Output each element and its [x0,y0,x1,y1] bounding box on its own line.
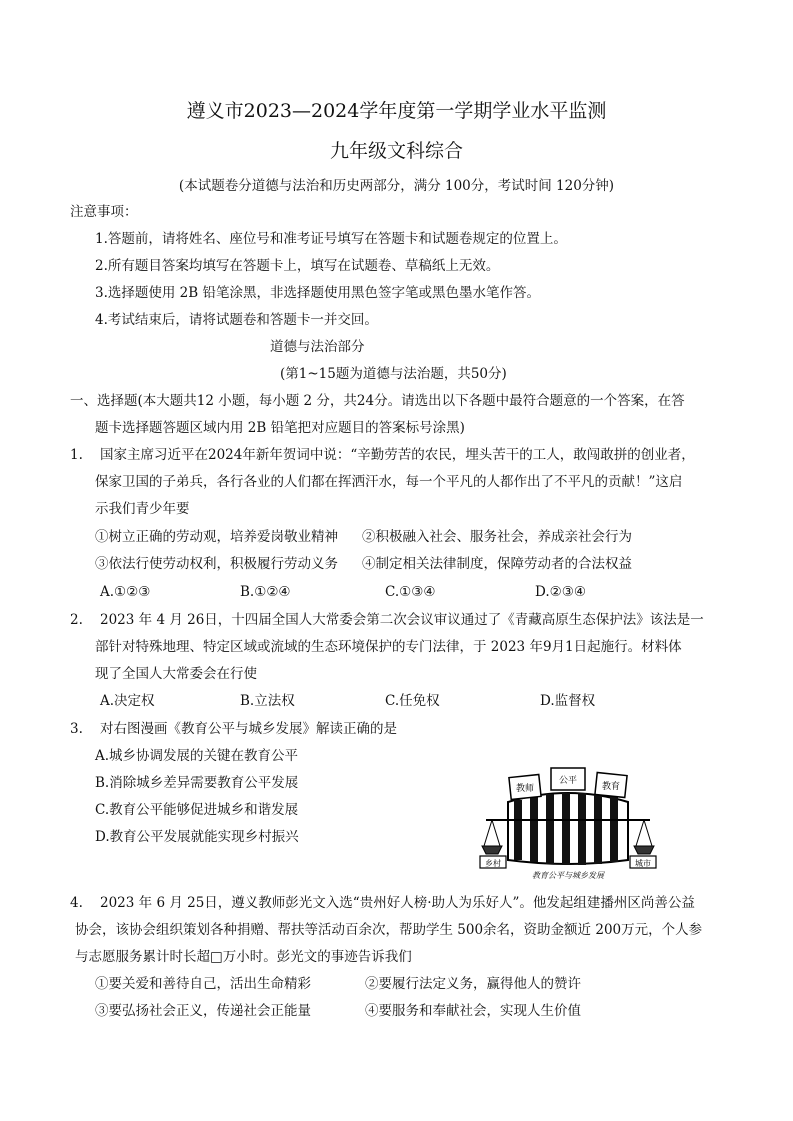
q1-option-b: B.①②④ [240,584,291,600]
exam-note: (本试题卷分道德与法治和历史两部分，满分 100分，考试时间 120分钟) [178,178,615,194]
cartoon-label-teacher: 教师 [515,784,535,794]
q3-option-b: B.消除城乡差异需要教育公平发展 [95,775,299,791]
q1-stem-cont: 示我们青少年要 [95,501,190,517]
q2-stem: 2023 年 4 月 26日，十四届全国人大常委会第二次会议审议通过了《青藏高原生态保护法》该法是一 [100,612,704,628]
exam-title: 遵义市2023—2024学年度第一学期学业水平监测 [186,100,607,122]
cartoon-label-city: 城市 [635,859,651,868]
q2-stem-cont: 现了全国人大常委会在行使 [95,666,257,682]
notice-item: 4.考试结束后，请将试题卷和答题卡一并交回。 [95,312,378,328]
q1-statement: ③依法行使劳动权利，积极履行劳动义务 [95,556,338,572]
section-instruction: 一、选择题(本大题共12 小题，每小题 2 分，共24分。请选出以下各题中最符合题意的一个答案，在答 [70,393,685,409]
exam-subtitle: 九年级文科综合 [329,140,463,162]
q2-option-b: B.立法权 [240,693,295,709]
q3-stem: 对右图漫画《教育公平与城乡发展》解读正确的是 [100,721,397,737]
q1-option-a: A.①②③ [100,584,151,600]
q1-stem: 国家主席习近平在2024年新年贺词中说：“辛勤劳苦的农民，埋头苦干的工人，敢闯敢拼的创业者， [100,447,695,463]
q2-option-a: A.决定权 [100,693,155,709]
q2-stem-cont: 部针对特殊地理、特定区域或流域的生态环境保护的专门法律，于 2023 年9月1日起施行。材料体 [95,639,682,655]
q1-stem-cont: 保家卫国的子弟兵，各行各业的人们都在挥洒汗水，每一个平凡的人都作出了不平凡的贡献！”这启 [95,474,683,490]
q1-statement: ①树立正确的劳动观，培养爱岗敬业精神 [95,529,338,545]
q4-statement: ②要履行法定义务，赢得他人的赞许 [365,976,581,992]
q4-statement: ③要弘扬社会正义，传递社会正能量 [95,1003,311,1019]
q4-stem: 2023 年 6 月 25日，遵义教师彭光文入选“贵州好人榜·助人为乐好人”。他发起组建播州区尚善公益 [100,895,695,911]
q1-number: 1. [70,447,83,463]
notice-item: 2.所有题目答案均填写在答题卡上，填写在试题卷、草稿纸上无效。 [95,258,500,274]
q3-option-d: D.教育公平发展就能实现乡村振兴 [95,829,299,845]
q1-option-c: C.①③④ [385,584,436,600]
q1-option-d: D.②③④ [535,584,586,600]
section-instruction-cont: 题卡选择题答题区域内用 2B 铅笔把对应题目的答案标号涂黑) [95,420,465,436]
q4-stem-cont: 与志愿服务累计时长超□万小时。彭光文的事迹告诉我们 [75,949,412,965]
q3-option-a: A.城乡协调发展的关键在教育公平 [95,748,299,764]
part-title: 道德与法治部分 [270,339,365,355]
cartoon-label-education: 教育 [601,782,621,792]
q4-statement: ④要服务和奉献社会，实现人生价值 [365,1003,581,1019]
q2-option-c: C.任免权 [385,693,440,709]
q4-number: 4. [70,895,83,911]
part-scope: (第1~15题为道德与法治题，共50分) [280,366,507,382]
notice-heading: 注意事项： [70,204,138,220]
cartoon-stripes [508,793,628,865]
q3-number: 3. [70,721,83,737]
cartoon-label-equity: 公平 [558,776,578,786]
q4-statement: ①要关爱和善待自己，活出生命精彩 [95,976,311,992]
cartoon-label-village: 乡村 [485,859,501,868]
q4-stem-cont: 协会，该协会组织策划各种捐赠、帮扶等活动百余次，帮助学生 500余名，资助金额近 200万元，个人参 [75,922,703,938]
q1-statement: ②积极融入社会、服务社会，养成亲社会行为 [362,529,632,545]
q2-option-d: D.监督权 [540,693,596,709]
cartoon-caption: 教育公平与城乡发展 [532,871,604,880]
notice-item: 1.答题前，请将姓名、座位号和准考证号填写在答题卡和试题卷规定的位置上。 [95,231,567,247]
education-equity-cartoon [478,762,658,880]
q2-number: 2. [70,612,83,628]
q3-option-c: C.教育公平能够促进城乡和谐发展 [95,802,299,818]
notice-item: 3.选择题使用 2B 铅笔涂黑，非选择题使用黑色签字笔或黑色墨水笔作答。 [95,285,540,301]
q1-statement: ④制定相关法律制度，保障劳动者的合法权益 [362,556,632,572]
